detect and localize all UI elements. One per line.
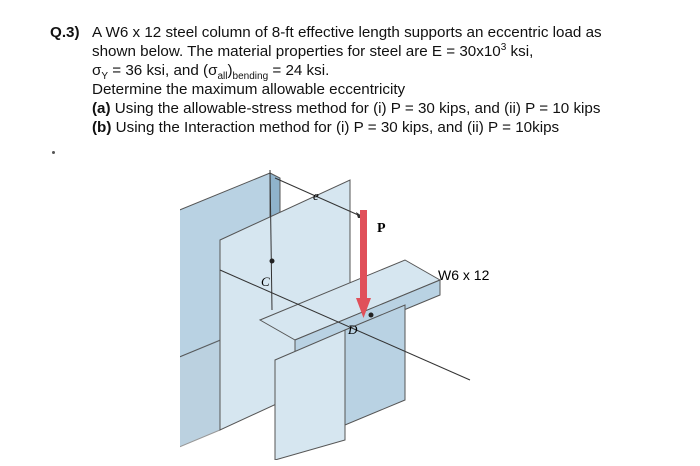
eccentricity-label: e xyxy=(313,188,319,203)
load-label: P xyxy=(377,221,386,236)
point-c-marker xyxy=(270,259,275,264)
sigma-symbol: σ xyxy=(92,62,102,79)
part-b-label: (b) xyxy=(92,119,112,136)
part-b xyxy=(50,118,690,137)
question-line-1 xyxy=(50,23,690,42)
part-a-text: Using the allowable-stress method for (i) P = 30 kips, and (ii) P = 10 kips xyxy=(110,100,601,117)
question-text-2: shown below. The material properties for steel are E = 30x10 xyxy=(92,43,501,60)
point-d-marker xyxy=(369,313,374,318)
all-subscript: all xyxy=(217,71,228,83)
part-a-label: (a) xyxy=(92,100,111,117)
close-paren: ) xyxy=(227,62,233,79)
question-text-3: = 36 ksi, and (σ xyxy=(108,62,218,79)
question-line-4 xyxy=(50,80,690,99)
question-text-2-end: ksi, xyxy=(506,43,534,60)
question-number: Q.3) xyxy=(50,24,80,41)
outer-flange xyxy=(180,340,220,455)
part-b-text: Using the Interaction method for (i) P = 30 kips, and (ii) P = 10kips xyxy=(111,119,560,136)
question-line-3 xyxy=(50,61,690,83)
question-text-1: A W6 x 12 steel column of 8-ft effective length supports an eccentric load as xyxy=(92,24,602,41)
problem-statement xyxy=(50,23,690,137)
yield-subscript: Y xyxy=(101,71,109,83)
exponent: 3 xyxy=(500,41,507,53)
bullet-dot xyxy=(52,151,55,154)
point-d-label: D xyxy=(348,322,358,337)
question-line-2 xyxy=(50,42,690,61)
question-text-4: Determine the maximum allowable eccentricity xyxy=(92,81,406,98)
load-arrow-shaft xyxy=(360,210,367,300)
column-figure xyxy=(180,170,510,460)
section-label: W6 x 12 xyxy=(438,267,490,283)
part-a xyxy=(50,99,690,118)
question-text-3-end: = 24 ksi. xyxy=(268,62,330,79)
point-c-label: C xyxy=(261,274,270,289)
bending-subscript: bending xyxy=(232,71,269,83)
